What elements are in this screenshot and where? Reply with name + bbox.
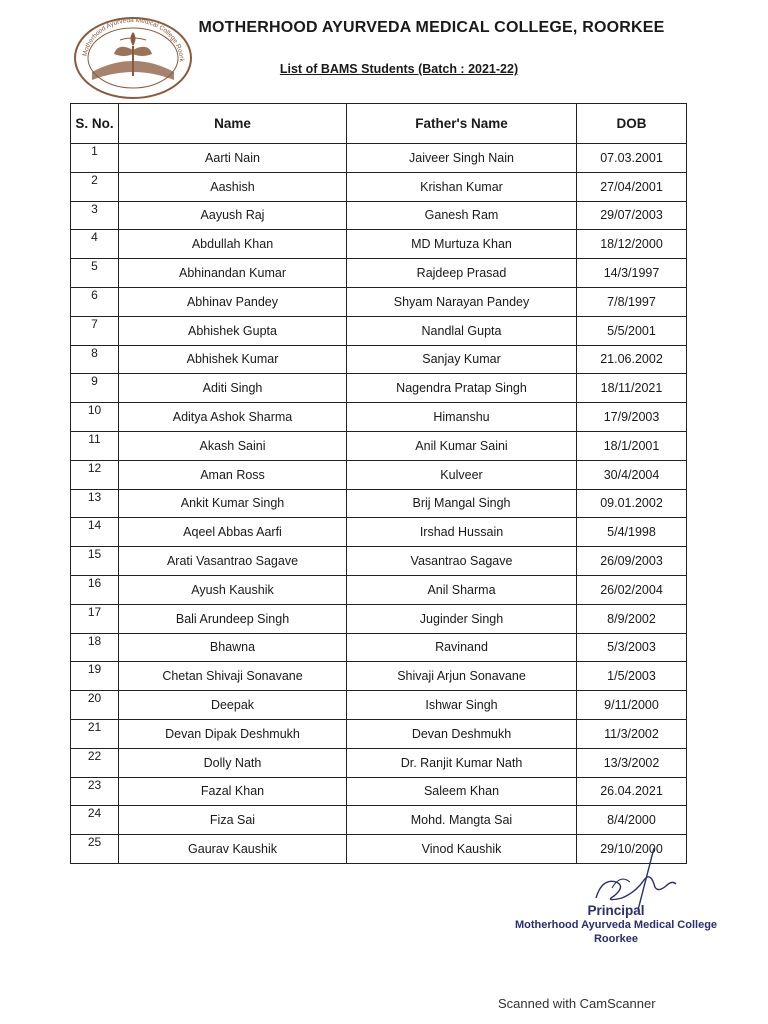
logo-ring-text: Motherhood Ayurveda Medical College Roork <box>81 16 186 62</box>
table-row <box>71 806 687 835</box>
table-row <box>71 345 687 374</box>
cell-name: Fiza Sai <box>119 806 347 835</box>
cell-name: Aayush Raj <box>119 201 347 230</box>
table-row <box>71 316 687 345</box>
cell-sno: 23 <box>71 777 119 806</box>
table-row <box>71 662 687 691</box>
principal-stamp <box>500 904 732 946</box>
cell-name: Bali Arundeep Singh <box>119 604 347 633</box>
cell-dob: 9/11/2000 <box>577 691 687 720</box>
cell-sno: 9 <box>71 374 119 403</box>
cell-sno: 13 <box>71 489 119 518</box>
cell-dob: 1/5/2003 <box>577 662 687 691</box>
cell-father-name: Devan Deshmukh <box>347 719 577 748</box>
cell-sno: 8 <box>71 345 119 374</box>
table-row <box>71 201 687 230</box>
table-row <box>71 518 687 547</box>
cell-father-name: Kulveer <box>347 460 577 489</box>
cell-father-name: MD Murtuza Khan <box>347 230 577 259</box>
cell-name: Akash Saini <box>119 431 347 460</box>
cell-father-name: Nagendra Pratap Singh <box>347 374 577 403</box>
cell-sno: 3 <box>71 201 119 230</box>
table-row <box>71 172 687 201</box>
cell-name: Abhinandan Kumar <box>119 259 347 288</box>
cell-father-name: Juginder Singh <box>347 604 577 633</box>
cell-name: Bhawna <box>119 633 347 662</box>
table-row <box>71 460 687 489</box>
cell-sno: 14 <box>71 518 119 547</box>
cell-sno: 6 <box>71 287 119 316</box>
cell-dob: 14/3/1997 <box>577 259 687 288</box>
cell-sno: 16 <box>71 575 119 604</box>
cell-father-name: Ravinand <box>347 633 577 662</box>
table-row <box>71 691 687 720</box>
cell-sno: 7 <box>71 316 119 345</box>
cell-father-name: Irshad Hussain <box>347 518 577 547</box>
cell-dob: 29/10/2000 <box>577 835 687 864</box>
table-row <box>71 604 687 633</box>
cell-dob: 26.04.2021 <box>577 777 687 806</box>
cell-name: Aditi Singh <box>119 374 347 403</box>
table-header-row <box>71 104 687 144</box>
table-row <box>71 575 687 604</box>
cell-name: Abhinav Pandey <box>119 287 347 316</box>
table-row <box>71 633 687 662</box>
col-header-sno: S. No. <box>71 104 119 144</box>
cell-dob: 21.06.2002 <box>577 345 687 374</box>
cell-sno: 22 <box>71 748 119 777</box>
table-row <box>71 144 687 173</box>
cell-dob: 5/3/2003 <box>577 633 687 662</box>
cell-name: Gaurav Kaushik <box>119 835 347 864</box>
cell-father-name: Dr. Ranjit Kumar Nath <box>347 748 577 777</box>
cell-dob: 7/8/1997 <box>577 287 687 316</box>
list-title: List of BAMS Students (Batch : 2021-22) <box>279 62 519 76</box>
cell-sno: 2 <box>71 172 119 201</box>
cell-father-name: Anil Kumar Saini <box>347 431 577 460</box>
cell-father-name: Rajdeep Prasad <box>347 259 577 288</box>
cell-dob: 13/3/2002 <box>577 748 687 777</box>
cell-dob: 5/5/2001 <box>577 316 687 345</box>
cell-sno: 10 <box>71 403 119 432</box>
cell-name: Aarti Nain <box>119 144 347 173</box>
cell-father-name: Brij Mangal Singh <box>347 489 577 518</box>
cell-dob: 8/9/2002 <box>577 604 687 633</box>
col-header-father: Father's Name <box>347 104 577 144</box>
cell-name: Aashish <box>119 172 347 201</box>
cell-sno: 4 <box>71 230 119 259</box>
cell-father-name: Vasantrao Sagave <box>347 547 577 576</box>
cell-dob: 18/1/2001 <box>577 431 687 460</box>
college-name: MOTHERHOOD AYURVEDA MEDICAL COLLEGE, ROORKEE <box>198 19 665 36</box>
table-row <box>71 374 687 403</box>
cell-dob: 29/07/2003 <box>577 201 687 230</box>
col-header-name: Name <box>119 104 347 144</box>
cell-dob: 5/4/1998 <box>577 518 687 547</box>
cell-dob: 30/4/2004 <box>577 460 687 489</box>
cell-sno: 20 <box>71 691 119 720</box>
cell-father-name: Ishwar Singh <box>347 691 577 720</box>
cell-father-name: Sanjay Kumar <box>347 345 577 374</box>
table-row <box>71 431 687 460</box>
cell-dob: 26/02/2004 <box>577 575 687 604</box>
cell-sno: 25 <box>71 835 119 864</box>
cell-name: Abdullah Khan <box>119 230 347 259</box>
table-row <box>71 259 687 288</box>
cell-dob: 27/04/2001 <box>577 172 687 201</box>
cell-sno: 12 <box>71 460 119 489</box>
cell-father-name: Ganesh Ram <box>347 201 577 230</box>
cell-father-name: Shivaji Arjun Sonavane <box>347 662 577 691</box>
cell-sno: 11 <box>71 431 119 460</box>
cell-name: Aditya Ashok Sharma <box>119 403 347 432</box>
cell-dob: 07.03.2001 <box>577 144 687 173</box>
cell-sno: 18 <box>71 633 119 662</box>
cell-name: Fazal Khan <box>119 777 347 806</box>
cell-name: Abhishek Gupta <box>119 316 347 345</box>
cell-sno: 19 <box>71 662 119 691</box>
cell-father-name: Jaiveer Singh Nain <box>347 144 577 173</box>
cell-dob: 09.01.2002 <box>577 489 687 518</box>
cell-father-name: Anil Sharma <box>347 575 577 604</box>
table-row <box>71 777 687 806</box>
table-row <box>71 547 687 576</box>
cell-dob: 17/9/2003 <box>577 403 687 432</box>
cell-dob: 18/12/2000 <box>577 230 687 259</box>
cell-name: Aman Ross <box>119 460 347 489</box>
cell-father-name: Vinod Kaushik <box>347 835 577 864</box>
cell-sno: 24 <box>71 806 119 835</box>
cell-name: Aqeel Abbas Aarfi <box>119 518 347 547</box>
table-row <box>71 230 687 259</box>
table-row <box>71 719 687 748</box>
cell-sno: 1 <box>71 144 119 173</box>
scanner-watermark: Scanned with CamScanner <box>498 996 656 1011</box>
cell-name: Devan Dipak Deshmukh <box>119 719 347 748</box>
cell-father-name: Himanshu <box>347 403 577 432</box>
stamp-title: Principal <box>587 903 645 918</box>
table-row <box>71 287 687 316</box>
cell-sno: 5 <box>71 259 119 288</box>
table-row <box>71 403 687 432</box>
cell-dob: 18/11/2021 <box>577 374 687 403</box>
cell-name: Abhishek Kumar <box>119 345 347 374</box>
cell-name: Dolly Nath <box>119 748 347 777</box>
cell-name: Deepak <box>119 691 347 720</box>
cell-father-name: Saleem Khan <box>347 777 577 806</box>
stamp-city: Roorkee <box>593 933 639 945</box>
cell-father-name: Nandlal Gupta <box>347 316 577 345</box>
cell-father-name: Shyam Narayan Pandey <box>347 287 577 316</box>
students-table <box>70 103 687 864</box>
col-header-dob: DOB <box>577 104 687 144</box>
cell-dob: 26/09/2003 <box>577 547 687 576</box>
cell-father-name: Mohd. Mangta Sai <box>347 806 577 835</box>
cell-sno: 15 <box>71 547 119 576</box>
cell-dob: 11/3/2002 <box>577 719 687 748</box>
stamp-college: Motherhood Ayurveda Medical College <box>514 919 718 931</box>
cell-name: Arati Vasantrao Sagave <box>119 547 347 576</box>
table-body <box>71 144 687 864</box>
cell-name: Chetan Shivaji Sonavane <box>119 662 347 691</box>
cell-father-name: Krishan Kumar <box>347 172 577 201</box>
cell-dob: 8/4/2000 <box>577 806 687 835</box>
table-row <box>71 489 687 518</box>
table-row <box>71 748 687 777</box>
cell-sno: 21 <box>71 719 119 748</box>
cell-name: Ankit Kumar Singh <box>119 489 347 518</box>
cell-sno: 17 <box>71 604 119 633</box>
cell-name: Ayush Kaushik <box>119 575 347 604</box>
